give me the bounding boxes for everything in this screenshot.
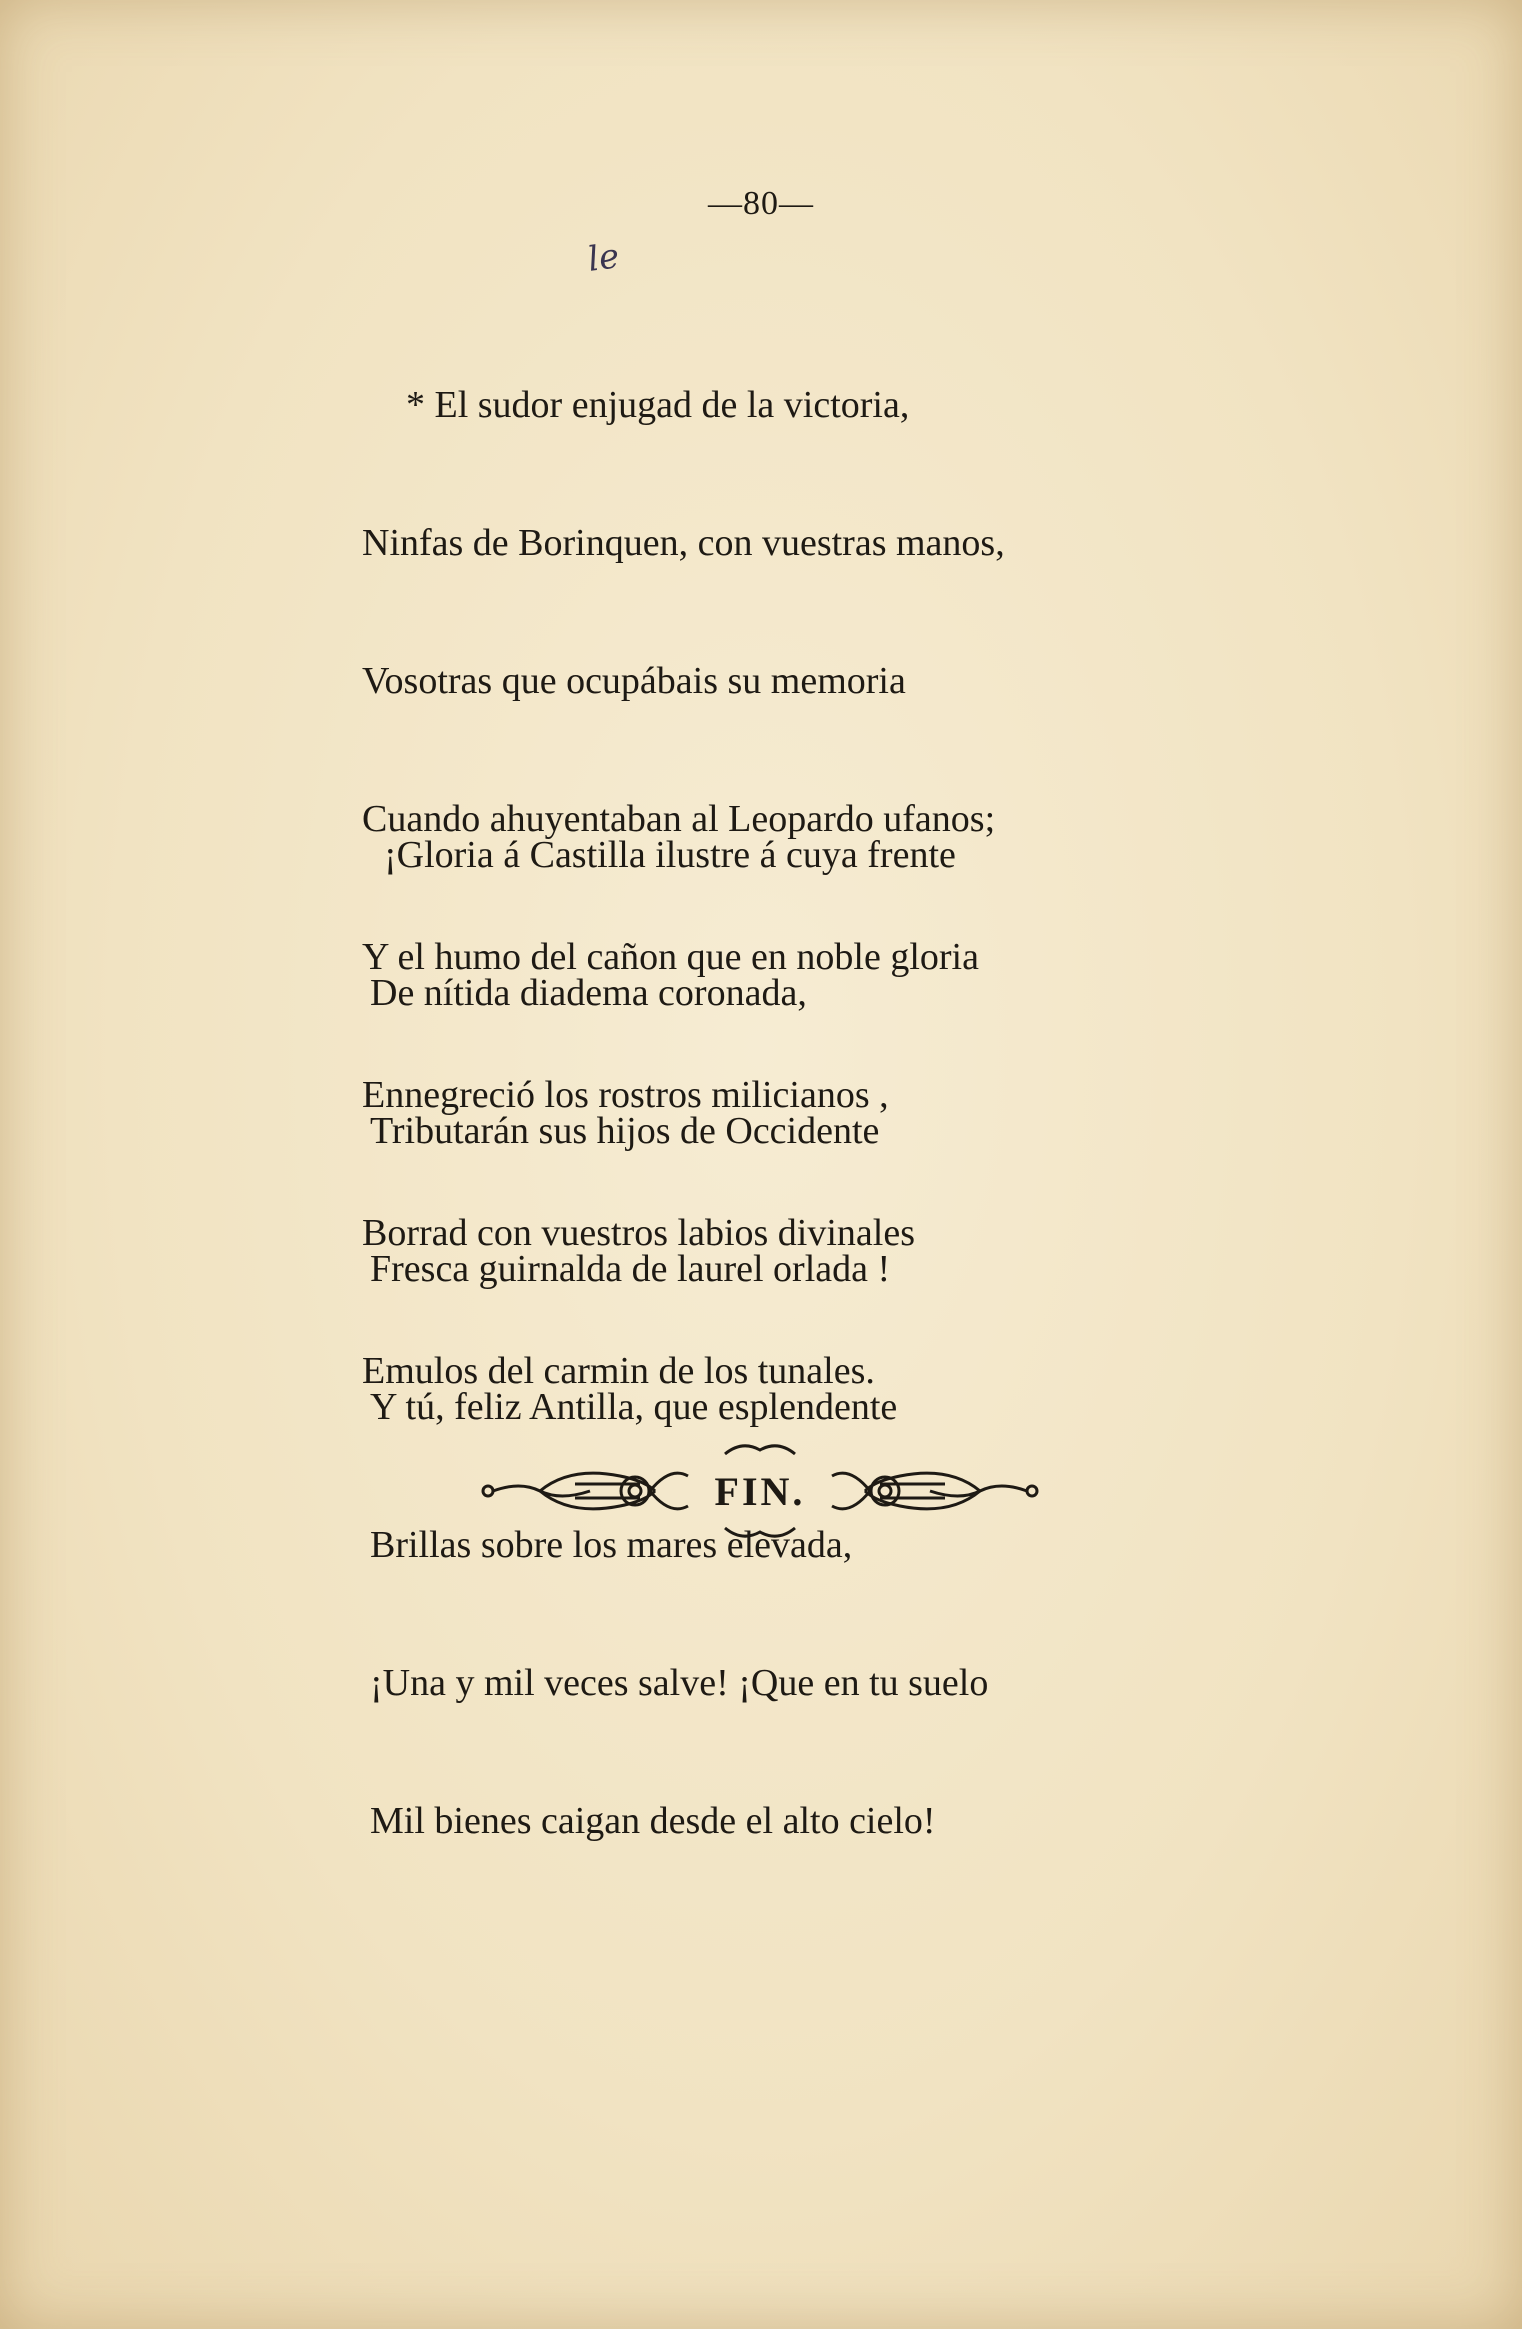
stanza-2 bbox=[370, 740, 988, 1890]
verse-line: Y el humo del cañon que en noble gloria bbox=[362, 936, 979, 978]
verse-line: Ennegreció los rostros milicianos , bbox=[362, 1074, 889, 1116]
verse-line: Mil bienes caigan desde el alto cielo! bbox=[370, 1800, 936, 1842]
verse-line: * El sudor enjugad de la victoria, bbox=[406, 384, 910, 426]
verse-line: Y tú, feliz Antilla, que esplendente bbox=[370, 1386, 898, 1428]
verse-line: ¡Una y mil veces salve! ¡Que en tu suelo bbox=[370, 1662, 989, 1704]
fin-ornament bbox=[480, 1436, 1040, 1546]
verse-line: De nítida diadema coronada, bbox=[370, 972, 807, 1014]
verse-line: Fresca guirnalda de laurel orlada ! bbox=[370, 1248, 891, 1290]
verse-line: Borrad con vuestros labios divinales bbox=[362, 1212, 916, 1254]
verse-line: Brillas sobre los mares elevada, bbox=[370, 1524, 853, 1566]
verse-line: Vosotras que ocupábais su memoria bbox=[362, 660, 906, 702]
verse-line: Tributarán sus hijos de Occidente bbox=[370, 1110, 880, 1152]
verse-line: Emulos del carmin de los tunales. bbox=[362, 1350, 875, 1392]
verse-line: Cuando ahuyentaban al Leopardo ufanos; bbox=[362, 798, 996, 840]
page-number: —80— bbox=[708, 185, 814, 222]
verse-line: ¡Gloria á Castilla ilustre á cuya frente bbox=[384, 834, 956, 876]
handwritten-annotation: le bbox=[585, 236, 622, 280]
fin-flourish-icon bbox=[480, 1436, 1040, 1546]
fin-label: FIN. bbox=[714, 1469, 806, 1514]
verse-line: Ninfas de Borinquen, con vuestras manos, bbox=[362, 522, 1005, 564]
